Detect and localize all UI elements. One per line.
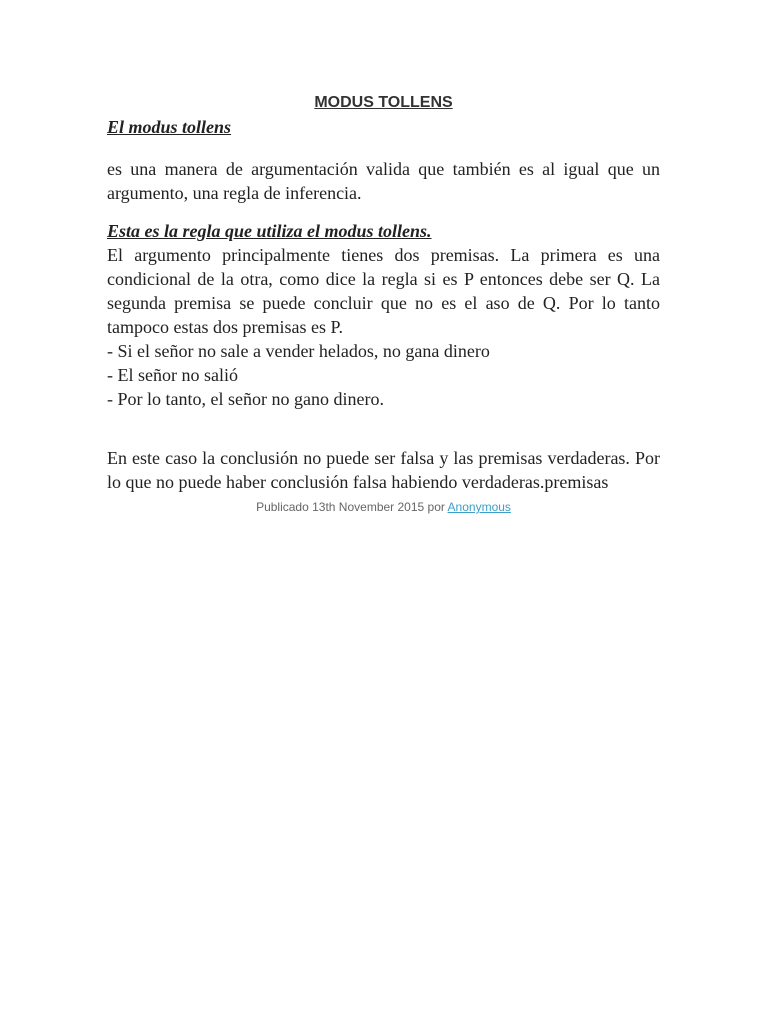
list-item: - Si el señor no sale a vender helados, no gana dinero [107,341,490,361]
section-heading-modus-tollens: El modus tollens [107,117,232,137]
post-content [107,92,660,516]
post-title: MODUS TOLLENS [314,94,453,111]
author-link[interactable]: Anonymous [447,500,511,514]
post-footer [107,498,660,516]
example-list [107,339,660,411]
definition-paragraph: es una manera de argumentación valida que también es al igual que un argumento, una regla de inferencia. [107,159,660,203]
list-item: - El señor no salió [107,365,238,385]
published-date-text: Publicado 13th November 2015 por [256,500,448,514]
list-item: - Por lo tanto, el señor no gano dinero. [107,389,384,409]
section-heading-rule: Esta es la regla que utiliza el modus tollens. [107,221,432,241]
conclusion-paragraph: En este caso la conclusión no puede ser falsa y las premisas verdaderas. Por lo que no puede haber conclusión falsa habiendo verdaderas.premisas [107,448,660,492]
rule-paragraph: El argumento principalmente tienes dos premisas. La primera es una condicional de la otra, como dice la regla si es P entonces debe ser Q. La segunda premisa se puede concluir que no es el aso de Q. Por lo tanto tampoco estas dos premisas es P. [107,245,660,337]
